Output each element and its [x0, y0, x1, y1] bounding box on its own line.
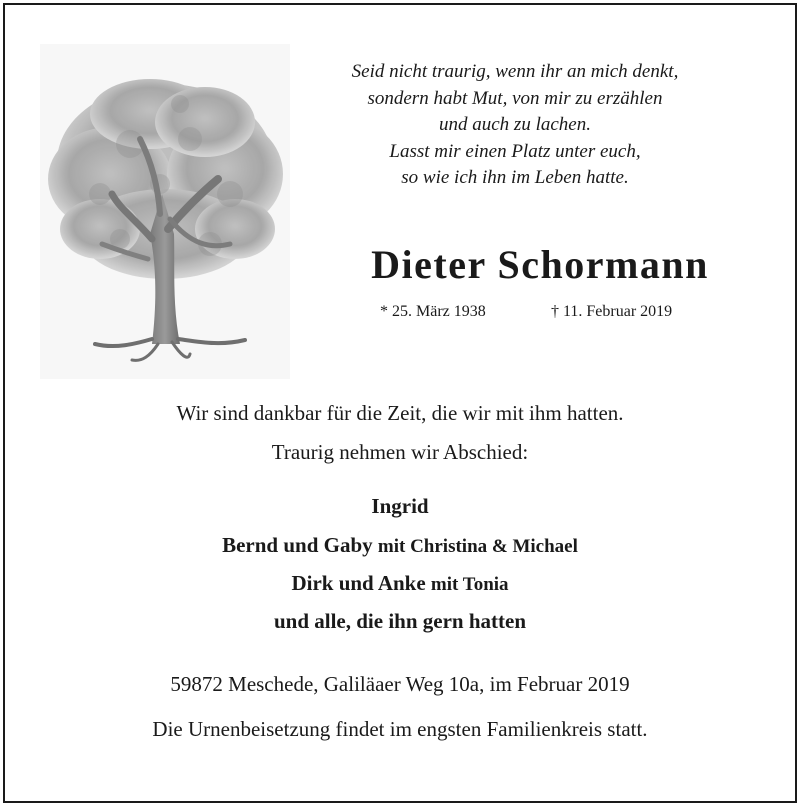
poem-line: Lasst mir einen Platz unter euch,	[389, 140, 641, 162]
poem-line: Seid nicht traurig, wenn ihr an mich denkt,	[351, 61, 679, 82]
deceased-name: Dieter Schormann	[371, 242, 709, 287]
tree-icon	[40, 44, 290, 379]
poem	[330, 59, 700, 192]
mourner-line-dirk	[0, 571, 800, 596]
poem-line: sondern habt Mut, von mir zu erzählen	[367, 87, 663, 109]
birth-date: * 25. März 1938	[380, 303, 486, 320]
death-date: † 11. Februar 2019	[551, 303, 673, 320]
mourner-all: und alle, die ihn gern hatten	[273, 609, 527, 633]
mourner-main: Bernd und Gaby	[222, 533, 373, 557]
poem-line: und auch zu lachen.	[439, 114, 591, 135]
mourner-ingrid: Ingrid	[371, 494, 429, 518]
poem-line: so wie ich ihn im Leben hatte.	[401, 167, 629, 188]
mourner-main: Dirk und Anke	[291, 571, 426, 595]
burial-notice: Die Urnenbeisetzung findet im engsten Familienkreis statt.	[152, 717, 648, 741]
mourner-line-bernd	[0, 533, 800, 558]
address-line: 59872 Meschede, Galiläaer Weg 10a, im Februar 2019	[170, 672, 630, 696]
farewell-text: Traurig nehmen wir Abschied:	[271, 440, 529, 464]
mourner-children: mit Tonia	[430, 574, 509, 595]
gratitude-text: Wir sind dankbar für die Zeit, die wir mit ihm hatten.	[176, 401, 624, 425]
mourner-children: mit Christina & Michael	[377, 536, 578, 557]
